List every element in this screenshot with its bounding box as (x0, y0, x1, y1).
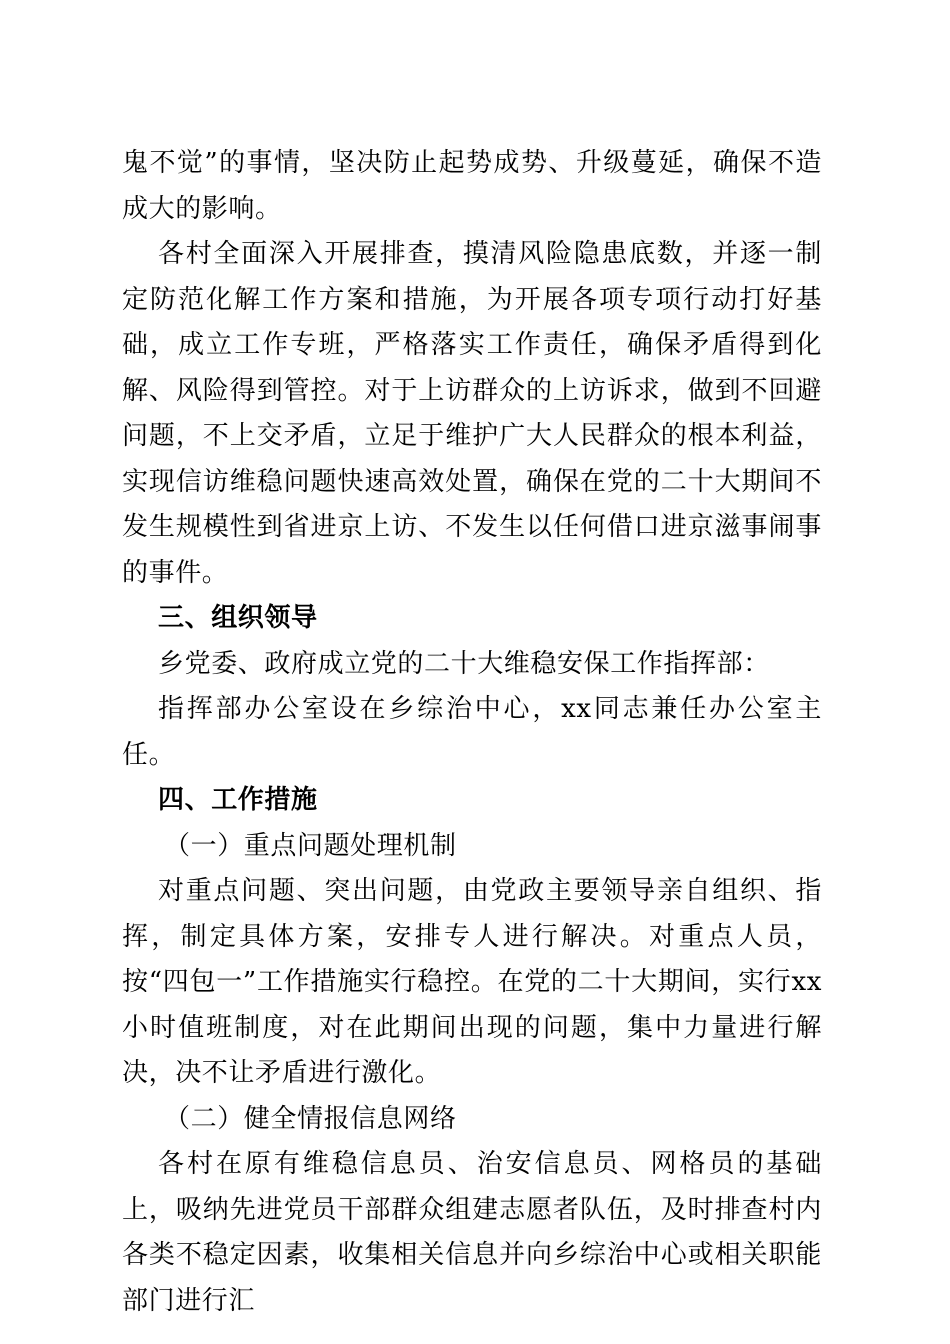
subheading-intelligence-network: （二）健全情报信息网络 (164, 1103, 457, 1134)
paragraph-continuation: 鬼不觉”的事情，坚决防止起势成势、升级蔓延，确保不造成大的影响。 (122, 148, 822, 224)
paragraph-investigation: 各村全面深入开展排查，摸清风险隐患底数，并逐一制定防范化解工作方案和措施，为开展各项专项行动打好基础，成立工作专班，严格落实工作责任，确保矛盾得到化解、风险得到管控。对于上访群众的上访诉求，做到不回避问题，不上交矛盾，立足于维护广大人民群众的根本利益，实现信访维稳问题快速高效处置，确保在党的二十大期间不发生规模性到省进京上访、不发生以任何借口进京滋事闹事的事件。 (122, 239, 822, 588)
heading-organization-leadership: 三、组织领导 (158, 603, 318, 633)
paragraph-intelligence-network: 各村在原有维稳信息员、治安信息员、网格员的基础上，吸纳先进党员干部群众组建志愿者队伍，及时排查村内各类不稳定因素，收集相关信息并向乡综治中心或相关职能部门进行汇 (122, 1149, 822, 1316)
document-body (122, 141, 822, 1324)
paragraph-command-center: 乡党委、政府成立党的二十大维稳安保工作指挥部： (158, 648, 770, 679)
paragraph-key-issues: 对重点问题、突出问题，由党政主要领导亲自组织、指挥，制定具体方案，安排专人进行解决。对重点人员，按“四包一”工作措施实行稳控。在党的二十大期间，实行xx小时值班制度，对在此期间出现的问题，集中力量进行解决，决不让矛盾进行激化。 (122, 876, 822, 1088)
heading-work-measures: 四、工作措施 (158, 785, 318, 815)
subheading-key-issues: （一）重点问题处理机制 (164, 830, 457, 861)
paragraph-office: 指挥部办公室设在乡综治中心，xx同志兼任办公室主任。 (122, 694, 822, 770)
